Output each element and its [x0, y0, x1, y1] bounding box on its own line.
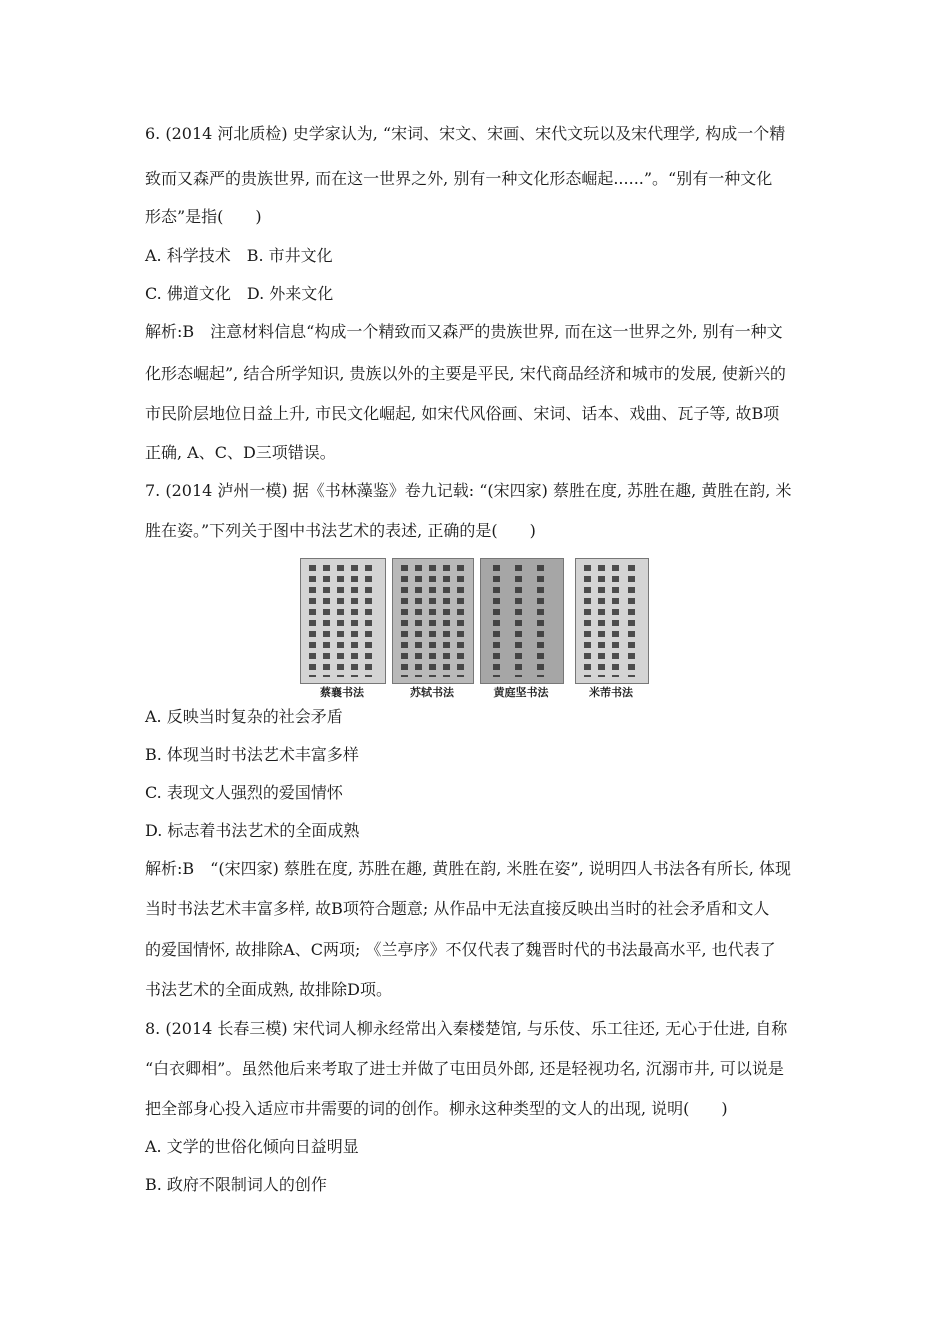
- q6-analysis-line-2: 化形态崛起”, 结合所学知识, 贵族以外的主要是平民, 宋代商品经济和城市的发展, 使新兴的: [145, 364, 786, 383]
- su-shi-calligraphy-image: [392, 558, 474, 684]
- q8-stem-line-1: 8. (2014 长春三模) 宋代词人柳永经常出入秦楼楚馆, 与乐伎、乐工往还, 无心于仕进, 自称: [145, 1019, 788, 1038]
- huang-tingjian-calligraphy-image: [480, 558, 564, 684]
- cai-xiang-calligraphy-image: [300, 558, 386, 684]
- q6-analysis-line-4: 正确, A、C、D三项错误。: [145, 443, 336, 462]
- q7-option-c: C. 表现文人强烈的爱国情怀: [145, 783, 343, 802]
- q8-option-b: B. 政府不限制词人的创作: [145, 1175, 327, 1194]
- q6-analysis-line-3: 市民阶层地位日益上升, 市民文化崛起, 如宋代风俗画、宋词、话本、戏曲、瓦子等, 故B项: [145, 404, 780, 423]
- caption-huang-tingjian: 黄庭坚书法: [493, 686, 549, 699]
- q6-options-cd: C. 佛道文化 D. 外来文化: [145, 284, 334, 303]
- q7-analysis-line-1: 解析:B “(宋四家) 蔡胜在度, 苏胜在趣, 黄胜在韵, 米胜在姿”, 说明四人书法各有所长, 体现: [145, 859, 791, 878]
- mi-fu-calligraphy-image: [575, 558, 649, 684]
- q7-option-d: D. 标志着书法艺术的全面成熟: [145, 821, 360, 840]
- q8-stem-line-3: 把全部身心投入适应市井需要的词的创作。柳永这种类型的文人的出现, 说明( ): [145, 1099, 728, 1118]
- q6-stem-line-3: 形态”是指( ): [145, 207, 262, 226]
- q7-analysis-line-4: 书法艺术的全面成熟, 故排除D项。: [145, 980, 393, 999]
- caption-su-shi: 苏轼书法: [410, 686, 454, 699]
- q8-stem-line-2: “白衣卿相”。虽然他后来考取了进士并做了屯田员外郎, 还是轻视功名, 沉溺市井, 可以说是: [145, 1059, 784, 1078]
- q6-stem-line-2: 致而又森严的贵族世界, 而在这一世界之外, 别有一种文化形态崛起......”。“别有一种文化: [145, 169, 773, 188]
- calligraphy-figure: [300, 558, 650, 698]
- q7-analysis-line-2: 当时书法艺术丰富多样, 故B项符合题意; 从作品中无法直接反映出当时的社会矛盾和文人: [145, 899, 770, 918]
- q7-option-b: B. 体现当时书法艺术丰富多样: [145, 745, 359, 764]
- q6-stem-line-1: 6. (2014 河北质检) 史学家认为, “宋词、宋文、宋画、宋代文玩以及宋代理学, 构成一个精: [145, 124, 786, 143]
- caption-mi-fu: 米芾书法: [589, 686, 633, 699]
- caption-cai-xiang: 蔡襄书法: [320, 686, 364, 699]
- q8-option-a: A. 文学的世俗化倾向日益明显: [145, 1137, 359, 1156]
- q7-stem-line-1: 7. (2014 泸州一模) 据《书林藻鉴》卷九记载: “(宋四家) 蔡胜在度, 苏胜在趣, 黄胜在韵, 米: [145, 481, 792, 500]
- q7-option-a: A. 反映当时复杂的社会矛盾: [145, 707, 343, 726]
- q6-options-ab: A. 科学技术 B. 市井文化: [145, 246, 333, 265]
- q7-stem-line-2: 胜在姿。”下列关于图中书法艺术的表述, 正确的是( ): [145, 521, 536, 540]
- q7-analysis-line-3: 的爱国情怀, 故排除A、C两项; 《兰亭序》不仅代表了魏晋时代的书法最高水平, 也代表了: [145, 940, 776, 959]
- q6-analysis-line-1: 解析:B 注意材料信息“构成一个精致而又森严的贵族世界, 而在这一世界之外, 别有一种文: [145, 322, 783, 341]
